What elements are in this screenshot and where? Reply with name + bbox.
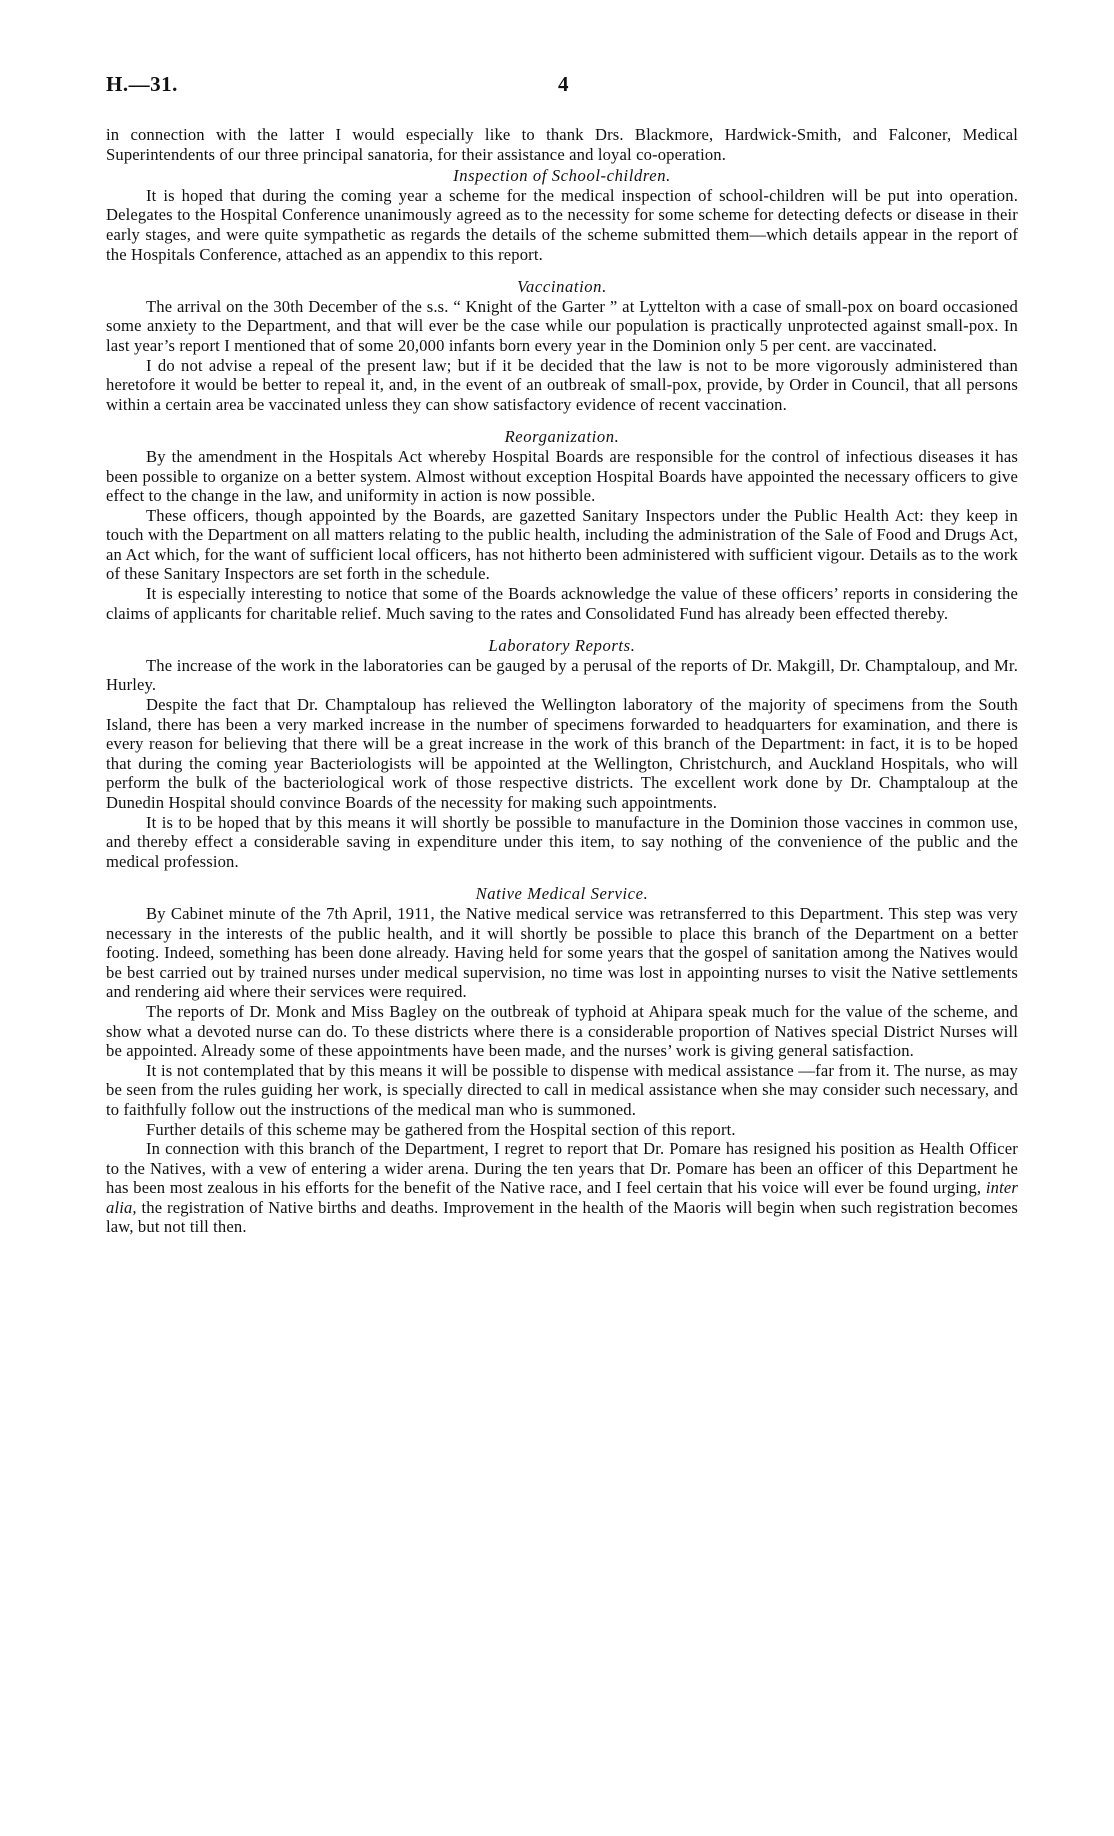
- section-heading-native-medical-service: Native Medical Service.: [475, 884, 649, 904]
- section-heading-vaccination: Vaccination.: [517, 277, 607, 297]
- page-number: 4: [558, 72, 569, 96]
- paragraph: These officers, though appointed by the Boards, are gazetted Sanitary Inspectors under the Public Health Act: they keep in touch with the Department on all matters relating to the public health, including the administration of the Sale of Food and Drugs Act, an Act which, for the want of sufficient local officers, has not hitherto been administered with sufficient vigour. Details as to the work of these Sanitary Inspectors are set forth in the schedule.: [106, 505, 1018, 584]
- emphasis-text: inter alia,: [106, 1178, 1018, 1217]
- section-heading-laboratory-reports: Laboratory Reports.: [488, 636, 636, 656]
- page-header: [106, 72, 1018, 98]
- paragraph: Despite the fact that Dr. Champtaloup has relieved the Wellington laboratory of the majority of specimens from the South Island, there has been a very marked increase in the number of specimens forwarded to headquarters for examination, and there is every reason for believing that there will be a great increase in the work of this branch of the Department: in fact, it is to be hoped that during the coming year Bacteriologists will be appointed at the Wellington, Christchurch, and Auckland Hospitals, who will perform the bulk of the bacteriological work of those respective districts. The excellent work done by Dr. Champtaloup at the Dunedin Hospital should convince Boards of the necessity for making such appointments.: [106, 695, 1018, 812]
- document-id: H.—31.: [106, 72, 178, 96]
- paragraph: in connection with the latter I would especially like to thank Drs. Blackmore, Hardwick-Smith, and Falconer, Medical Superintendents of our three principal sanatoria, for their assistance and loyal co-operation.: [106, 125, 1018, 164]
- section-heading-school-inspection: Inspection of School-children.: [453, 166, 671, 186]
- paragraph: I do not advise a repeal of the present law; but if it be decided that the law is not to be more vigorously administered than heretofore it would be better to repeal it, and, in the event of an outbreak of small-pox, provide, by Order in Council, that all persons within a certain area be vaccinated unless they can show satisfactory evidence of recent vaccination.: [106, 355, 1018, 414]
- paragraph: Further details of this scheme may be gathered from the Hospital section of this report.: [146, 1119, 736, 1139]
- text-run: In connection with this branch of the Department, I regret to report that Dr. Pomare has resigned his position as Health Officer to the Natives, with a vew of entering a wider arena. During the ten years that Dr. Pomare has been an officer of this Department he has been most zealous in his efforts for the benefit of the Native race, and I feel certain that his voice will ever be found urging,: [106, 1139, 1018, 1198]
- paragraph: It is hoped that during the coming year a scheme for the medical inspection of school-children will be put into operation. Delegates to the Hospital Conference unanimously agreed as to the necessity for some scheme for detecting defects or disease in their early stages, and were quite sympathetic as regards the details of the scheme submitted them—which details appear in the report of the Hospitals Conference, attached as an appendix to this report.: [106, 185, 1018, 264]
- paragraph: The arrival on the 30th December of the s.s. “ Knight of the Garter ” at Lyttelton with a case of small-pox on board occasioned some anxiety to the Department, and that will ever be the case while our population is practically unprotected against small-pox. In last year’s report I mentioned that of some 20,000 infants born every year in the Dominion only 5 per cent. are vaccinated.: [106, 296, 1018, 355]
- paragraph: By the amendment in the Hospitals Act whereby Hospital Boards are responsible for the control of infectious diseases it has been possible to organize on a better system. Almost without exception Hospital Boards have appointed the necessary officers to give effect to the change in the law, and uniformity in action is now possible.: [106, 446, 1018, 506]
- paragraph: The reports of Dr. Monk and Miss Bagley on the outbreak of typhoid at Ahipara speak much for the value of the scheme, and show what a devoted nurse can do. To these districts where there is a considerable proportion of Natives special District Nurses will be appointed. Already some of these appointments have been made, and the nurses’ work is giving general satisfaction.: [106, 1001, 1018, 1061]
- paragraph-final: [106, 1139, 1018, 1237]
- paragraph: The increase of the work in the laboratories can be gauged by a perusal of the reports of Dr. Makgill, Dr. Champtaloup, and Mr. Hurley.: [106, 655, 1018, 695]
- paragraph: It is to be hoped that by this means it will shortly be possible to manufacture in the Dominion those vaccines in common use, and thereby effect a considerable saving in expenditure under this item, to say nothing of the convenience of the public and the medical profession.: [106, 812, 1018, 871]
- paragraph: It is especially interesting to notice that some of the Boards acknowledge the value of these officers’ reports in considering the claims of applicants for charitable relief. Much saving to the rates and Consolidated Fund has already been effected thereby.: [106, 584, 1018, 623]
- paragraph: It is not contemplated that by this means it will be possible to dispense with medical assistance —far from it. The nurse, as may be seen from the rules guiding her work, is specially directed to call in medical assistance when she may consider such necessary, and to faithfully follow out the instructions of the medical man who is summoned.: [106, 1060, 1018, 1119]
- paragraph: By Cabinet minute of the 7th April, 1911, the Native medical service was retransferred to this Department. This step was very necessary in the interests of the public health, and it will shortly be possible to place this branch of the Department on a better footing. Indeed, something has been done already. Having held for some years that the gospel of sanitation among the Natives would be best carried out by trained nurses under medical supervision, no time was lost in appointing nurses to visit the Native settlements and rendering aid where their services were required.: [106, 903, 1018, 1002]
- document-body: [106, 125, 1018, 1237]
- text-run: the registration of Native births and deaths. Improvement in the health of the Maoris will begin when such registration becomes law, but not till then.: [106, 1197, 1018, 1237]
- section-heading-reorganization: Reorganization.: [504, 427, 620, 447]
